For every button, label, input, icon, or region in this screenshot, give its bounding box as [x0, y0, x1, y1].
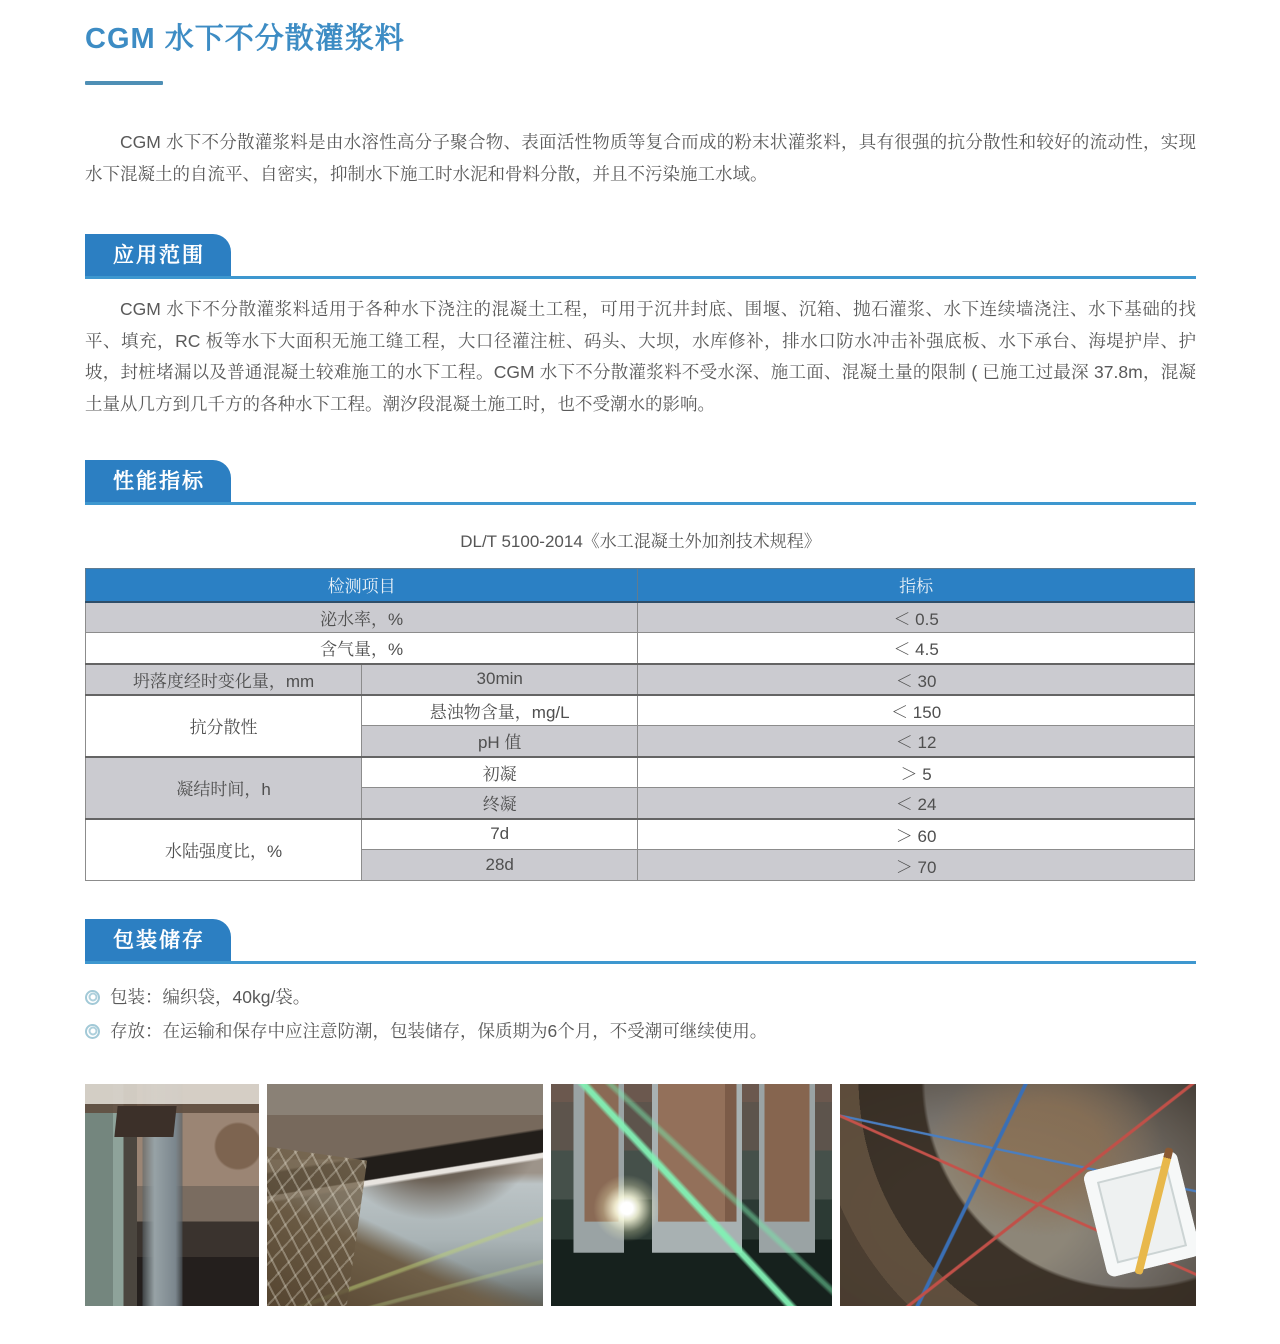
- item-cell: 泌水率，%: [86, 602, 638, 633]
- packaging-bullet-list: [85, 980, 1196, 1048]
- bullet-text: 包装：编织袋，40kg/袋。: [110, 987, 311, 1007]
- standard-caption: DL/T 5100-2014《水工混凝土外加剂技术规程》: [460, 532, 821, 551]
- bullet-text: 存放：在运输和保存中应注意防潮，包装储存，保质期为6个月，不受潮可继续使用。: [110, 1021, 768, 1041]
- value-cell: ＜ 24: [638, 788, 1195, 819]
- photo-night-piers-in-water: [551, 1084, 832, 1306]
- list-item: [85, 980, 1196, 1014]
- column-header-index: 指标: [638, 569, 1195, 602]
- list-item: [85, 1014, 1196, 1048]
- value-cell: ＞ 70: [638, 850, 1195, 881]
- item-cell: 坍落度经时变化量，mm: [86, 664, 362, 695]
- item-cell: 凝结时间，h: [86, 757, 362, 819]
- section-header-application: [85, 234, 1196, 279]
- sub-item-cell: 7d: [362, 819, 638, 850]
- section-badge-performance: 性能指标: [85, 460, 231, 502]
- value-cell: ＜ 30: [638, 664, 1195, 695]
- sub-item-cell: 初凝: [362, 757, 638, 788]
- section-header-packaging: [85, 919, 1196, 964]
- value-cell: ＞ 60: [638, 819, 1195, 850]
- column-header-item: 检测项目: [86, 569, 638, 602]
- title-underline: [85, 81, 163, 85]
- table-row: [86, 757, 1195, 788]
- sub-item-cell: 28d: [362, 850, 638, 881]
- sub-item-cell: 30min: [362, 664, 638, 695]
- ring-bullet-icon: [85, 990, 100, 1005]
- application-paragraph: CGM 水下不分散灌浆料适用于各种水下浇注的混凝土工程，可用于沉井封底、围堰、沉箱、抛石灌浆、水下连续墙浇注、水下基础的找平、填充，RC 板等水下大面积无施工缝工程，大口径灌注桩、码头、大坝，水库修补，排水口防水冲击补强底板、水下承台、海堤护岸、护坡，封桩堵漏以及普通混凝土较难施工的水下工程。CGM 水下不分散灌浆料不受水深、施工面、混凝土量的限制 ( 已施工过最深 37.8m，混凝土量从几方到几千方的各种水下工程。潮汐段混凝土施工时，也不受潮水的影响。: [85, 299, 1196, 414]
- value-cell: ＞ 5: [638, 757, 1195, 788]
- item-cell: 含气量，%: [86, 633, 638, 664]
- table-row: [86, 695, 1195, 726]
- performance-table: [85, 568, 1195, 881]
- table-header-row: [86, 569, 1195, 602]
- project-photo-strip: [85, 1084, 1196, 1306]
- value-cell: ＜ 4.5: [638, 633, 1195, 664]
- table-row: [86, 633, 1195, 664]
- section-badge-application: 应用范围: [85, 234, 231, 276]
- section-header-performance: [85, 460, 1196, 505]
- ring-bullet-icon: [85, 1024, 100, 1039]
- photo-pier-column-under-bridge: [85, 1084, 259, 1306]
- section-badge-packaging: 包装储存: [85, 919, 231, 961]
- photo-caisson-mud-pit: [840, 1084, 1196, 1306]
- table-row: [86, 664, 1195, 695]
- value-cell: ＜ 150: [638, 695, 1195, 726]
- item-cell: 抗分散性: [86, 695, 362, 757]
- sub-item-cell: 终凝: [362, 788, 638, 819]
- table-row: [86, 602, 1195, 633]
- table-row: [86, 819, 1195, 850]
- item-cell: 水陆强度比，%: [86, 819, 362, 881]
- page-title: CGM 水下不分散灌浆料: [85, 23, 405, 55]
- value-cell: ＜ 12: [638, 726, 1195, 757]
- sub-item-cell: 悬浊物含量，mg/L: [362, 695, 638, 726]
- sub-item-cell: pH 值: [362, 726, 638, 757]
- photo-grouted-pier-closeup: [267, 1084, 543, 1306]
- value-cell: ＜ 0.5: [638, 602, 1195, 633]
- intro-paragraph: CGM 水下不分散灌浆料是由水溶性高分子聚合物、表面活性物质等复合而成的粉末状灌浆料，具有很强的抗分散性和较好的流动性，实现水下混凝土的自流平、自密实，抑制水下施工时水泥和骨料分散，并且不污染施工水域。: [85, 132, 1196, 184]
